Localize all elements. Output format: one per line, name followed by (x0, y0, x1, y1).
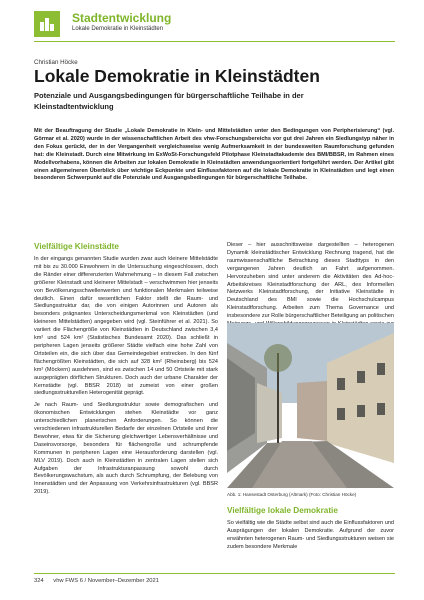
section-heading-vielfaeltige-kleinstaedte: Vielfältige Kleinstädte (34, 242, 119, 251)
journal-info: vhw FWS 6 / November–Dezember 2021 (53, 578, 159, 584)
series-title: Stadtentwicklung (72, 11, 172, 25)
footer (34, 578, 167, 584)
paragraph: In der eingangs genannten Studie wurden zwar auch kleinere Mittelstädte mit bis zu 30.000 Einwohnern in die Untersuchung eingeschlossen, doch die Ränder einer differenzierten Wahrnehmung – in diesem Fall zwischen größerer Kleinstadt und kleinerer Mittelstadt – verschwimmen hier jenseits von Bevölkerungsschwellenwerten und funktionalen Merkmalen teilweise deutlich. Einen dafür wesentlichen Faktor stellt die Raum- und Siedlungsstruktur dar, die von einigen Autorinnen und Autoren als besonders prägnantes Unterscheidungsmerkmal von Kleinstädten (und kleineren Mittelstädten) angegeben wird (vgl. Steinführer et al. 2021). So variiert die Flächengröße von Kleinstädten in Deutschland zwischen 3,4 km² und 524 km² (Statistisches Bundesamt 2020). Das schließt in peripheren Lagen jenseits größerer Städte vielfach eine hohe Zahl von Ortsteilen ein, die sich über das Gemeindegebiet erstrecken. In den fünf flächengrößten Kleinstädten, die sich auf 328 km² (Rheinsberg) bis 524 km² (Möckern) ausdehnen, sind es zwischen 14 und 50 Ortsteile mit stark ausgeprägten dörflichen Strukturen. Doch auch der urbane Charakter der Kernstädte (vgl. BBSR 2018) ist zumeist von einer großen siedlungsstrukturellen Heterogenität geprägt. (34, 256, 218, 397)
footer-rule (34, 573, 395, 574)
article-subtitle: Potenziale und Ausgangsbedingungen für bürgerschaftliche Teilhabe in der Kleinstadtentwicklung (34, 91, 304, 111)
paragraph: Je nach Raum- und Siedlungsstruktur sowie demografischen und ökonomischen Entwicklungen stehen Kleinstädte vor ganz unterschiedlichen planerischen Anforderungen. So können die verschiedenen infrastrukturellen Bedarfe der einzelnen Ortsteile und ihrer Bewohner, etwa für die Sicherung gleichwertiger Lebensverhältnisse und Daseinsvorsorge, besonders für flächengroße und schrumpfende Kommunen in peripheren Lagen eine Herausforderung darstellen (vgl. MLV 2019). Doch auch in Kleinstädten in zentralen Lagen stellen sich Aufgaben der Infrastrukturanpassung sowohl durch Bevölkerungswachstum, als auch durch Schrumpfung, der Belebung von Innenstädten und der Anpassung von Verkehrsinfrastrukturen (vgl. BBSR 2019). (34, 402, 218, 496)
paragraph: So vielfältig wie die Städte selbst sind auch die Einflussfaktoren und Ausprägungen der lokalen Demokratie. Aufgrund der zuvor erwähnten heterogenen Raum- und Siedlungsstrukturen weisen sie zudem besondere Merkmale (227, 520, 394, 550)
right-column-top (227, 242, 394, 322)
article-title: Lokale Demokratie in Kleinstädten (34, 66, 320, 86)
right-column-bottom (227, 520, 394, 570)
article-intro: Mit der Beauftragung der Studie „Lokale Demokratie in Klein- und Mittelstädten unter den Bedingungen von Peripherisierung“ (vgl. Görmar et al. 2020) wurde in der wissenschaftlichen Arbeit des vhw-Forschungsbereichs vor gut drei Jahren ein Siedlungstyp näher in den Fokus gerückt, der in der Vergangenheit vergleichsweise wenig Aufmerksamkeit in der bundesweiten Raumforschung gefunden hat: die Kleinstadt. Durch eine Mitwirkung im ExWoSt-Forschungsfeld Pilotphase Kleinstadtakademie des BMI/BBSR, im Rahmen eines Modellvorhabens, können die Arbeiten zur lokalen Demokratie in Kleinstädten anwendungsorientiert fortgeführt werden. Der Artikel gibt einen allgemeineren Überblick über wichtige Eckpunkte und Einflussfaktoren auf die lokale Demokratie in Kleinstädten und legt einen besonderen Schwerpunkt auf die Potenziale und Ausgangsbedingungen für bürgerschaftliche Teilhabe. (34, 128, 394, 182)
author: Christian Höcke (34, 59, 78, 66)
section-heading-vielfaeltige-lokale-demokratie: Vielfältige lokale Demokratie (227, 506, 338, 515)
page-number: 324 (34, 578, 44, 584)
left-column (34, 256, 218, 576)
street-photo (227, 323, 394, 488)
series-subtitle: Lokale Demokratie in Kleinstädten (72, 26, 164, 32)
photo-caption: Abb. 1: Hansestadt Osterburg (Altmark) (Foto: Christian Höcke) (227, 492, 357, 497)
building-icon (34, 11, 60, 37)
paragraph: Dieser – hier ausschnittsweise dargestellten – heterogenen Dynamik kleinstädtischer Entwicklung Rechnung tragend, hat die raumwissenschaftliche Betrachtung dieses Stadttyps in den vergangenen Jahren deutlich an Fahrt aufgenommen. Hervorzuheben sind unter anderem die Aktivitäten des Ad-hoc-Arbeitskreises Kleinstadtforschung der ARL, des Informellen Netzwerks Kleinstadtforschung, der Initiative Kleinstädte in Deutschland des BMI sowie die Hochschulcampus Kleinstadtforschung. Arbeiten zum Thema Governance und insbesondere zur Rolle bürgerschaftlicher Beteiligung an politischen (227, 242, 394, 320)
header-rule (34, 41, 395, 42)
